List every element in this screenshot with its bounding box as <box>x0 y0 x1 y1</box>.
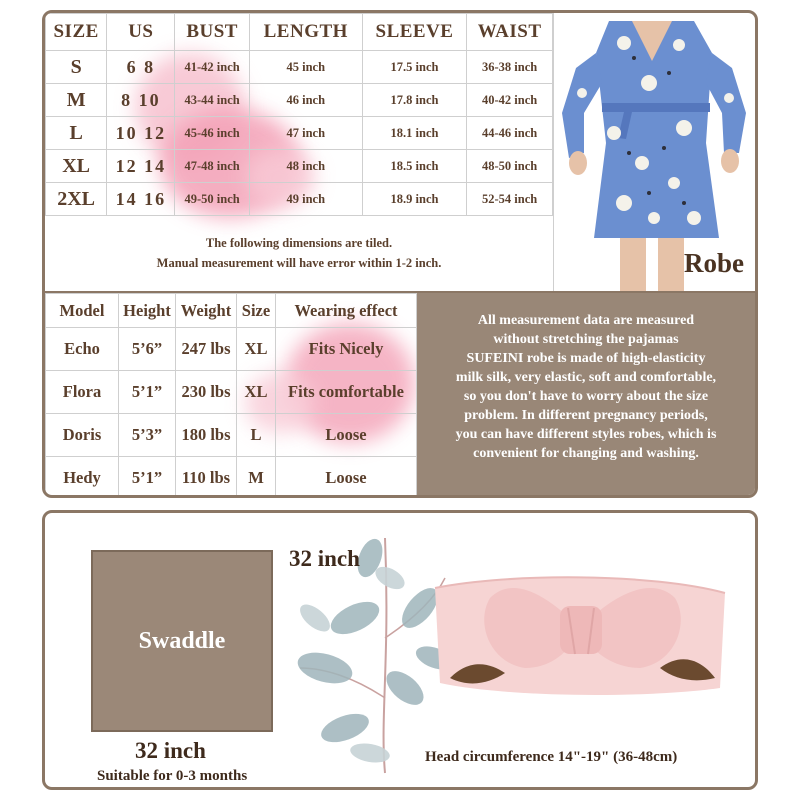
model-effect-cell: Loose <box>276 457 417 499</box>
header-weight: Weight <box>176 294 237 328</box>
model-effect-cell: Loose <box>276 414 417 457</box>
head-circumference-note: Head circumference 14"-19" (36-48cm) <box>425 749 678 765</box>
us-size-cell: 14 16 <box>107 183 175 216</box>
header-size: SIZE <box>46 14 107 51</box>
model-effect-cell: Fits comfortable <box>276 371 417 414</box>
length-cell: 47 inch <box>249 117 362 150</box>
table-row <box>46 117 553 150</box>
header-wearing-effect: Wearing effect <box>276 294 417 328</box>
sleeve-cell: 18.1 inch <box>362 117 467 150</box>
description-line: convenient for changing and washing. <box>473 446 699 461</box>
model-height-cell: 5’1” <box>119 457 176 499</box>
swaddle-width-dimension: 32 inch <box>135 738 206 763</box>
description-line: SUFEINI robe is made of high-elasticity <box>466 351 706 366</box>
model-size-cell: XL <box>237 328 276 371</box>
size-cell: 2XL <box>46 183 107 216</box>
model-name-cell: Flora <box>46 371 119 414</box>
header-waist: WAIST <box>467 14 553 51</box>
sleeve-cell: 17.5 inch <box>362 51 467 84</box>
us-size-cell: 8 10 <box>107 84 175 117</box>
model-size-cell: M <box>237 457 276 499</box>
description-line: so you don't have to worry about the size <box>463 389 709 404</box>
bust-cell: 43-44 inch <box>175 84 249 117</box>
waist-cell: 40-42 inch <box>467 84 553 117</box>
size-chart-header-row <box>46 14 553 51</box>
model-name-cell: Echo <box>46 328 119 371</box>
table-row <box>46 183 553 216</box>
robe-photo <box>553 13 756 291</box>
description-line: milk silk, very elastic, soft and comfortable, <box>455 370 717 385</box>
measurement-note-line: Manual measurement will have error within 1-2 inch. <box>156 256 442 270</box>
waist-cell: 36-38 inch <box>467 51 553 84</box>
bust-cell: 47-48 inch <box>175 150 249 183</box>
size-info-panel <box>42 10 758 498</box>
measurement-note <box>45 233 553 273</box>
swaddle-age-note: Suitable for 0-3 months <box>97 768 248 784</box>
headband-illustration <box>430 568 730 698</box>
model-height-cell: 5’3” <box>119 414 176 457</box>
accessory-panel <box>42 510 758 790</box>
size-cell: L <box>46 117 107 150</box>
description-line: All measurement data are measured <box>477 313 695 328</box>
header-size: Size <box>237 294 276 328</box>
bust-cell: 41-42 inch <box>175 51 249 84</box>
model-fit-table <box>45 293 417 498</box>
sleeve-cell: 18.5 inch <box>362 150 467 183</box>
table-row <box>46 150 553 183</box>
waist-cell: 44-46 inch <box>467 117 553 150</box>
header-model: Model <box>46 294 119 328</box>
table-row <box>46 328 417 371</box>
us-size-cell: 12 14 <box>107 150 175 183</box>
swaddle-label: Swaddle <box>138 627 226 654</box>
table-row <box>46 457 417 499</box>
bust-cell: 45-46 inch <box>175 117 249 150</box>
robe-label: Robe <box>684 248 744 278</box>
swaddle-height-dimension: 32 inch <box>289 546 360 571</box>
size-cell: M <box>46 84 107 117</box>
model-weight-cell: 230 lbs <box>176 371 237 414</box>
sleeve-cell: 18.9 inch <box>362 183 467 216</box>
model-size-cell: L <box>237 414 276 457</box>
size-cell: XL <box>46 150 107 183</box>
header-length: LENGTH <box>249 14 362 51</box>
bust-cell: 49-50 inch <box>175 183 249 216</box>
table-row <box>46 84 553 117</box>
header-bust: BUST <box>175 14 249 51</box>
us-size-cell: 10 12 <box>107 117 175 150</box>
description-line: without stretching the pajamas <box>493 332 679 347</box>
swaddle-swatch <box>91 550 273 732</box>
size-cell: S <box>46 51 107 84</box>
waist-cell: 52-54 inch <box>467 183 553 216</box>
model-name-cell: Hedy <box>46 457 119 499</box>
length-cell: 49 inch <box>249 183 362 216</box>
table-row <box>46 51 553 84</box>
model-name-cell: Doris <box>46 414 119 457</box>
fabric-description <box>417 293 755 495</box>
header-height: Height <box>119 294 176 328</box>
waist-cell: 48-50 inch <box>467 150 553 183</box>
description-line: you can have different styles robes, which is <box>455 427 717 442</box>
model-weight-cell: 247 lbs <box>176 328 237 371</box>
header-us: US <box>107 14 175 51</box>
size-chart-table <box>45 13 553 216</box>
table-row <box>46 414 417 457</box>
measurement-note-line: The following dimensions are tiled. <box>205 236 393 250</box>
model-height-cell: 5’1” <box>119 371 176 414</box>
model-weight-cell: 180 lbs <box>176 414 237 457</box>
header-sleeve: SLEEVE <box>362 14 467 51</box>
us-size-cell: 6 8 <box>107 51 175 84</box>
length-cell: 46 inch <box>249 84 362 117</box>
length-cell: 45 inch <box>249 51 362 84</box>
model-weight-cell: 110 lbs <box>176 457 237 499</box>
model-size-cell: XL <box>237 371 276 414</box>
description-line: problem. In different pregnancy periods, <box>464 408 708 423</box>
length-cell: 48 inch <box>249 150 362 183</box>
model-table-header-row <box>46 294 417 328</box>
model-effect-cell: Fits Nicely <box>276 328 417 371</box>
model-height-cell: 5’6” <box>119 328 176 371</box>
table-row <box>46 371 417 414</box>
sleeve-cell: 17.8 inch <box>362 84 467 117</box>
